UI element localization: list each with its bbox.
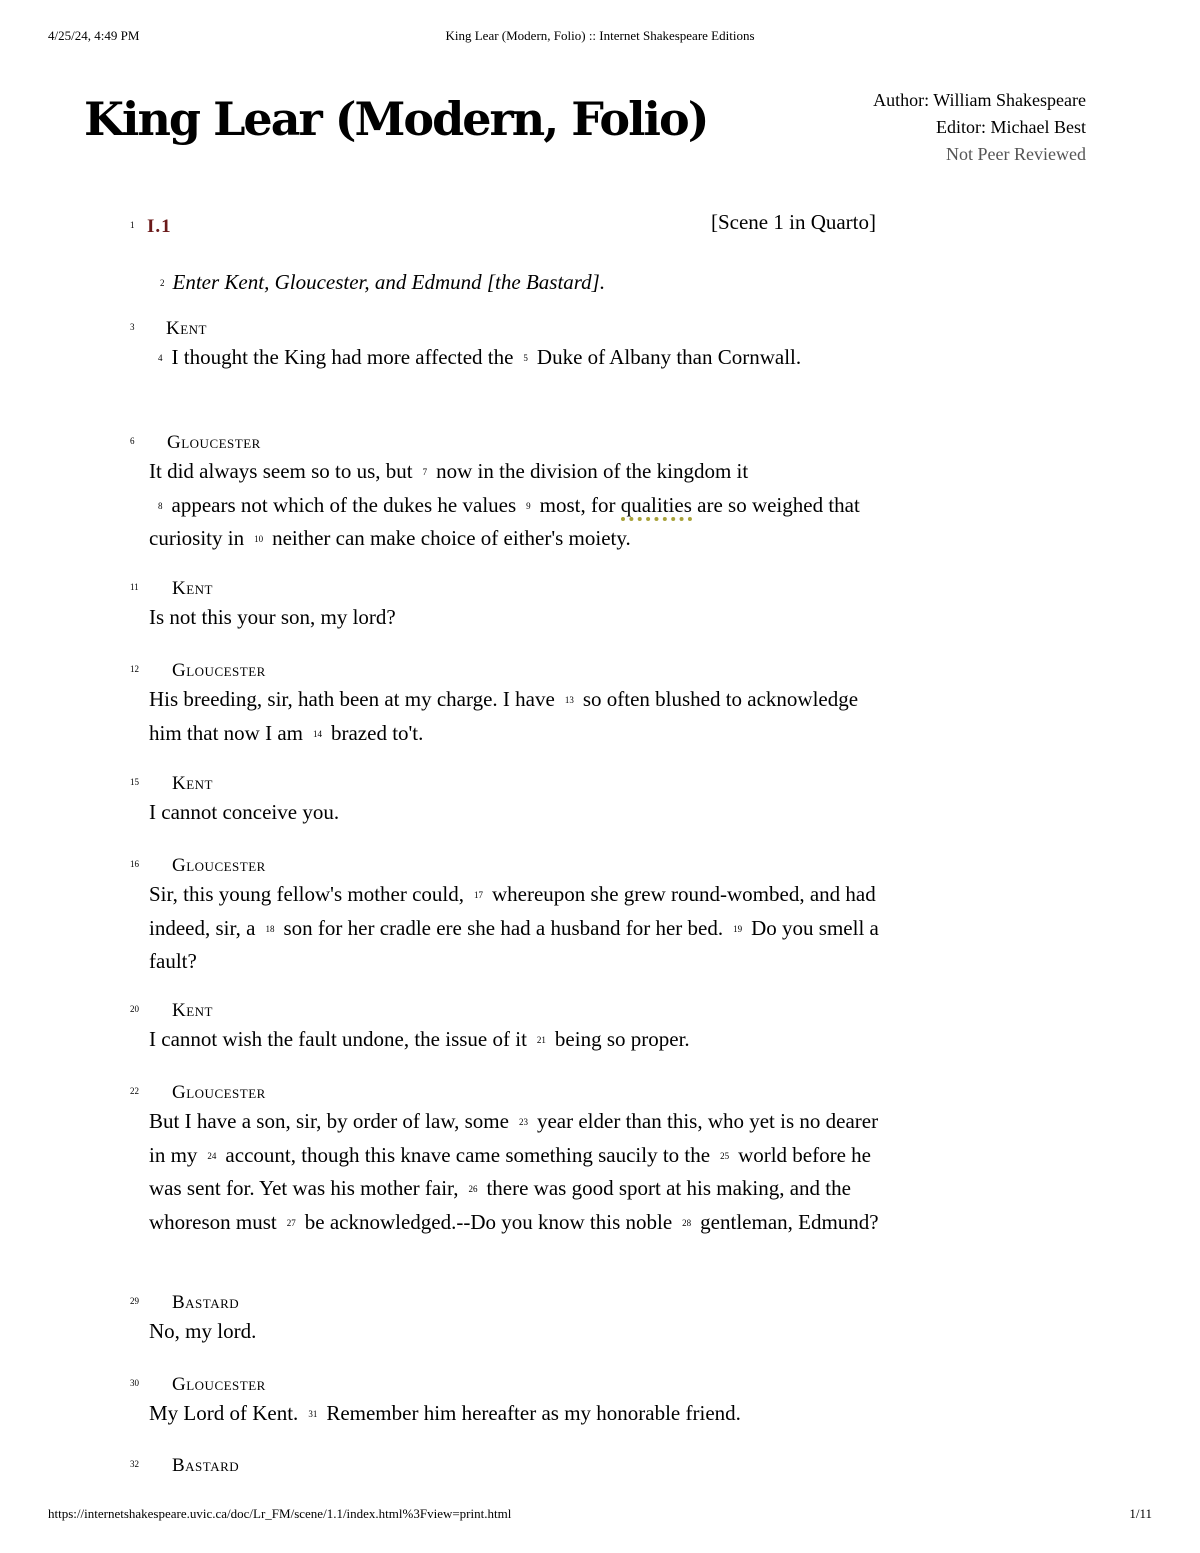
speech-text — [149, 683, 879, 750]
speech-segment: I thought the King had more affected the — [171, 345, 514, 369]
speech-segment: being so proper. — [554, 1027, 690, 1051]
speech-segment: Do you smell a fault? — [149, 915, 879, 973]
line-number: 9 — [526, 500, 531, 511]
scene-heading — [130, 208, 876, 238]
speech-segment: Is not this your son, my lord? — [149, 605, 396, 629]
speech-segment: Duke of Albany than Cornwall. — [536, 345, 802, 369]
speaker-name: Kent — [172, 773, 213, 794]
stage-direction-text: Enter Kent, Gloucester, and Edmund [the Bastard]. — [172, 270, 606, 294]
gloss-link[interactable]: qualities — [621, 493, 692, 521]
edition-meta — [873, 87, 1086, 168]
speech-line-number: 3 — [130, 322, 135, 332]
speech-segment: there was good sport at his making, and the whoreson must — [149, 1176, 851, 1234]
speaker-name: Gloucester — [172, 660, 266, 681]
speech-segment: But I have a son, sir, by order of law, some — [149, 1109, 509, 1133]
line-number: 25 — [720, 1150, 730, 1161]
speaker-name: Gloucester — [172, 1374, 266, 1395]
speech-text — [149, 341, 879, 375]
speech-segment: It did always seem so to us, but — [149, 459, 413, 483]
line-number: 17 — [474, 890, 483, 900]
line-number: 23 — [518, 1117, 528, 1127]
line-number: 31 — [308, 1409, 318, 1419]
speech-segment: neither can make choice of either's moiety. — [272, 526, 631, 550]
page-title: King Lear (Modern, Folio) — [84, 92, 708, 146]
line-number: 4 — [158, 353, 163, 363]
speaker-name: Bastard — [172, 1292, 240, 1313]
line-number: 27 — [286, 1217, 296, 1228]
line-number: 14 — [312, 728, 322, 739]
speech-text — [149, 601, 879, 634]
speech-segment: Remember him hereafter as my honorable friend. — [326, 1401, 741, 1425]
speech-segment: be acknowledged.--Do you know this noble — [304, 1209, 673, 1234]
speech-segment: account, though this knave came something saucily to the — [225, 1142, 711, 1167]
line-number: 21 — [536, 1035, 546, 1045]
page-count: 1/11 — [1129, 1506, 1152, 1521]
author-line: Author: William Shakespeare — [873, 90, 1086, 110]
speech-line-number: 30 — [130, 1378, 139, 1388]
speaker-name: Gloucester — [172, 855, 266, 876]
speech-segment: whereupon she grew round-wombed, and had indeed, sir, a — [149, 882, 876, 940]
speech-segment: gentleman, Edmund? — [700, 1209, 879, 1234]
line-number: 5 — [523, 353, 528, 363]
line-number: 1 — [130, 220, 135, 230]
quarto-note: [Scene 1 in Quarto] — [710, 210, 876, 234]
speech-segment: so often blushed to acknowledge him that now I am — [149, 687, 859, 745]
speech-line-number: 15 — [130, 777, 139, 787]
act-scene-label: I.1 — [147, 216, 172, 237]
print-page-title: King Lear (Modern, Folio) :: Internet Shakespeare Editions — [445, 28, 755, 43]
line-number: 8 — [158, 500, 163, 511]
speaker-name: Gloucester — [172, 1082, 266, 1103]
speech-segment: I cannot conceive you. — [149, 800, 340, 824]
speech-segment: are so weighed that curiosity in — [149, 492, 860, 550]
speech-segment: No, my lord. — [149, 1319, 257, 1343]
line-number: 24 — [207, 1150, 217, 1161]
line-number: 28 — [682, 1217, 692, 1228]
print-header — [48, 28, 1152, 48]
speech-line-number: 12 — [130, 664, 139, 674]
speech-text — [149, 1397, 879, 1431]
speech-line-number: 16 — [130, 859, 139, 869]
print-url: https://internetshakespeare.uvic.ca/doc/Lr_FM/scene/1.1/index.html%3Fview=print.html — [48, 1506, 512, 1521]
speaker-name: Kent — [172, 1000, 213, 1021]
speaker-name: Kent — [166, 318, 207, 339]
line-number: 19 — [733, 923, 743, 934]
speech-segment: year elder than this, who yet is no dearer in my — [149, 1109, 879, 1167]
speech-segment: His breeding, sir, hath been at my charge. I have — [149, 687, 555, 711]
stage-direction — [160, 270, 605, 295]
print-footer — [48, 1506, 1152, 1526]
speech-text — [149, 796, 879, 829]
speech-segment: world before he was sent for. Yet was his mother fair, — [149, 1142, 872, 1200]
speech-text — [149, 1105, 879, 1239]
speech-text — [149, 1023, 879, 1057]
speaker-name: Bastard — [172, 1455, 240, 1476]
speech-line-number: 6 — [130, 436, 135, 446]
editor-line: Editor: Michael Best — [936, 117, 1086, 137]
line-number: 7 — [422, 467, 428, 477]
speech-line-number: 29 — [130, 1296, 139, 1306]
speech-line-number: 20 — [130, 1004, 139, 1014]
speaker-name: Gloucester — [167, 432, 261, 453]
speech-line-number: 11 — [130, 582, 139, 592]
speech-line-number: 22 — [130, 1086, 139, 1096]
speech-text — [149, 1315, 879, 1348]
speech-segment: most, for — [539, 492, 616, 517]
speaker-name: Kent — [172, 578, 213, 599]
speech-segment: appears not which of the dukes he values — [171, 492, 517, 517]
speech-segment: son for her cradle ere she had a husband for her bed. — [283, 915, 724, 940]
speech-line-number: 32 — [130, 1459, 139, 1469]
line-number: 10 — [254, 534, 264, 544]
line-number: 18 — [265, 923, 275, 934]
speech-text — [149, 878, 879, 978]
speech-segment: My Lord of Kent. — [149, 1401, 299, 1425]
speech-segment: I cannot wish the fault undone, the issue of it — [149, 1027, 527, 1051]
review-status: Not Peer Reviewed — [946, 144, 1086, 164]
line-number: 2 — [160, 278, 165, 288]
print-datetime: 4/25/24, 4:49 PM — [48, 28, 140, 43]
speech-text — [149, 455, 879, 556]
speech-segment: Sir, this young fellow's mother could, — [149, 882, 464, 906]
line-number: 26 — [468, 1184, 478, 1194]
speech-segment: brazed to't. — [330, 720, 424, 745]
speech-segment: now in the division of the kingdom it — [436, 459, 749, 483]
line-number: 13 — [564, 695, 574, 705]
